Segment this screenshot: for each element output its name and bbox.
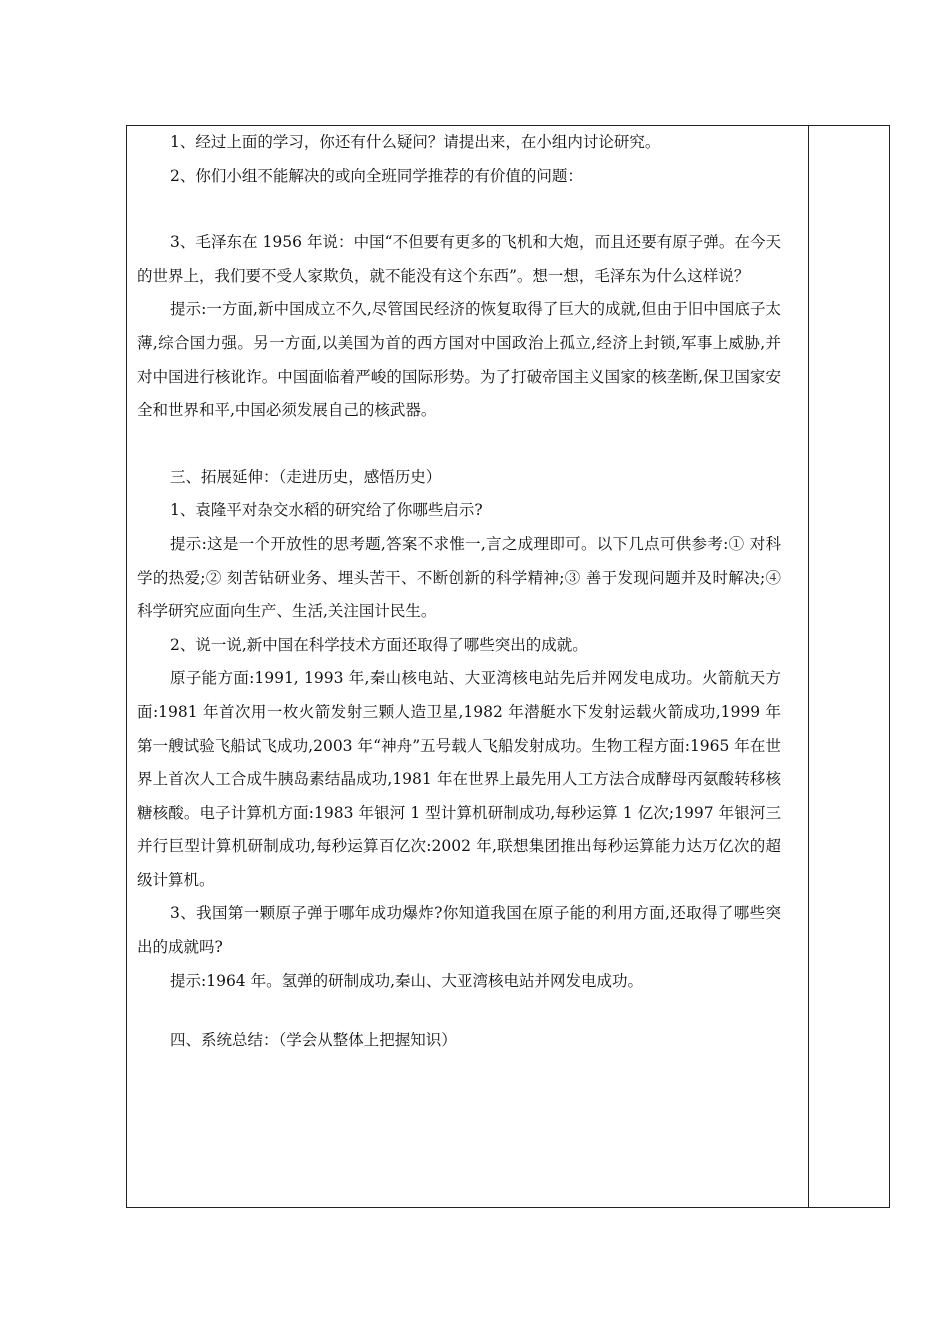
extension-hint-1: 提示:这是一个开放性的思考题,答案不求惟一,言之成理即可。以下几点可供参考:① 对科学的热爱;② 刻苦钻研业务、埋头苦干、不断创新的科学精神;③ 善于发现问题并及时解决;④ 科学研究应面向生产、生活,关注国计民生。 [137,534,781,621]
question-1: 1、经过上面的学习，你还有什么疑问？请提出来，在小组内讨论研究。 [170,133,661,151]
extension-question-1: 1、袁隆平对杂交水稻的研究给了你哪些启示? [170,501,483,520]
main-cell [137,126,781,1058]
section-4-heading: 四、系统总结：（学会从整体上把握知识） [170,1031,457,1050]
blank-space [137,998,781,1024]
hint-3: 提示:一方面,新中国成立不久,尽管国民经济的恢复取得了巨大的成就,但由于旧中国底子太薄,综合国力强。另一方面,以美国为首的西方国对中国政治上孤立,经济上封锁,军事上威胁,并对中国进行核讹诈。中国面临着严峻的国际形势。为了打破帝国主义国家的核垄断,保卫国家安全和世界和平,中国必须发展自己的核武器。 [137,300,781,420]
section-3-heading: 三、拓展延伸：（走进历史，感悟历史） [170,467,442,486]
lesson-table [126,125,890,1208]
extension-question-2: 2、说一说,新中国在科学技术方面还取得了哪些突出的成就。 [170,635,588,654]
extension-question-3: 3、我国第一颗原子弹于哪年成功爆炸?你知道我国在原子能的利用方面,还取得了哪些突出的成就吗? [137,904,781,957]
extension-hint-3: 提示:1964 年。氢弹的研制成功,秦山、大亚湾核电站并网发电成功。 [170,971,644,990]
blank-space [137,193,781,226]
column-divider [808,126,809,1207]
extension-answer-2: 原子能方面:1991, 1993 年,秦山核电站、大亚湾核电站先后并网发电成功。火箭航天方面:1981 年首次用一枚火箭发射三颗人造卫星,1982 年潜艇水下发射运载火箭成功,1999 年第一艘试验飞船试飞成功,2003 年“神舟”五号载人飞船发射成功。生物工程方面:1965 年在世界上首次人工合成牛胰岛素结晶成功,1981 年在世界上最先用人工方法合成酵母丙氨酸转移核糖核酸。电子计算机方面:1983 年银河 1 型计算机研制成功,每秒运算 1 亿次;1997 年银河三并行巨型计算机研制成功,每秒运算百亿次:2002 年,联想集团推出每秒运算能力达万亿次的超级计算机。 [137,669,781,889]
blank-space [137,428,781,461]
question-2: 2、你们小组不能解决的或向全班同学推荐的有价值的问题： [170,166,583,185]
question-3: 3、毛泽东在 1956 年说：中国“不但要有更多的飞机和大炮，而且还要有原子弹。在今天的世界上，我们要不受人家欺负，就不能没有这个东西”。想一想，毛泽东为什么这样说？ [137,233,781,285]
